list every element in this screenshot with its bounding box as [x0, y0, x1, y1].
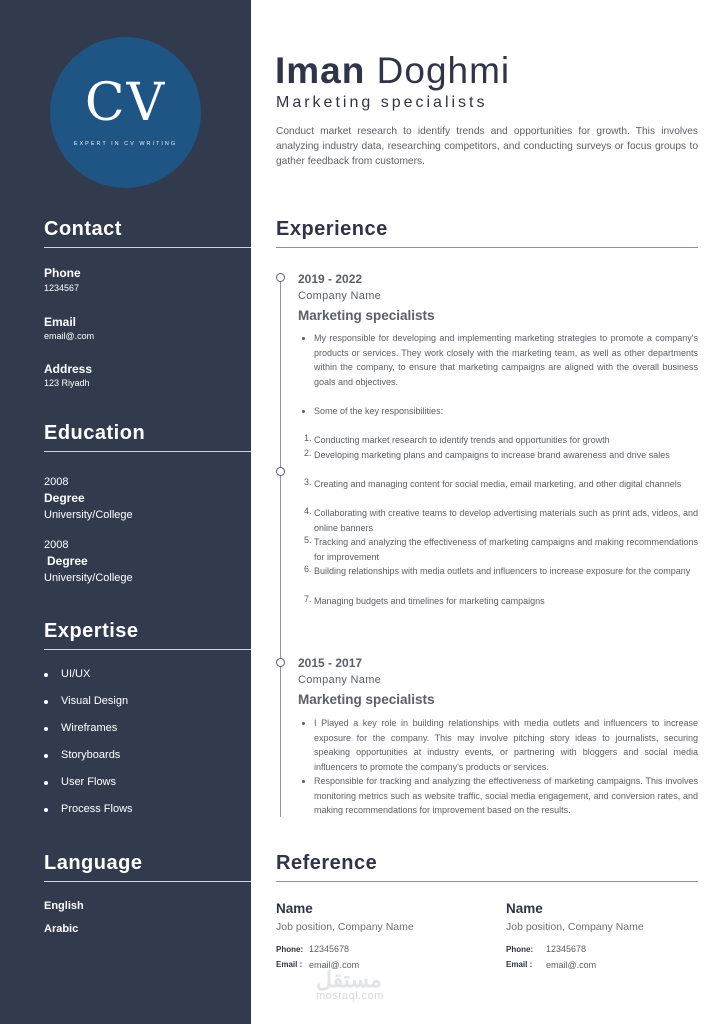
expertise-divider	[44, 649, 251, 650]
language-divider	[44, 881, 251, 882]
reference-email-label: Email :	[276, 960, 303, 969]
language-heading: Language	[44, 852, 143, 874]
email-label: Email	[44, 315, 77, 329]
bullet-dot	[302, 337, 305, 340]
job-title: Marketing specialists	[276, 94, 488, 111]
reference-divider	[276, 881, 698, 882]
reference-position: Job position, Company Name	[506, 921, 644, 933]
timeline-line	[280, 277, 281, 817]
list-number: 4.	[304, 506, 312, 516]
list-number: 2.	[304, 448, 312, 458]
full-name	[275, 50, 510, 92]
bullet-dot	[44, 808, 48, 812]
list-number: 1.	[304, 433, 312, 443]
sidebar: CV EXPERT IN CV WRITING Contact Phone 1234567 Email email@.com Address 123 Riyadh Education 2008 Degree University/College 2008 Degree University/College Expertise UI/UX Visual Design Wireframes Storyboards User Flows Process Flows Language English Arabic	[0, 0, 251, 1024]
list-number: 6.	[304, 564, 312, 574]
last-name: Doghmi	[376, 50, 511, 91]
bullet-dot	[44, 727, 48, 731]
expertise-heading: Expertise	[44, 620, 139, 642]
reference-phone: 12345678	[546, 944, 587, 954]
reference-phone: 12345678	[309, 944, 350, 954]
reference-phone-label: Phone:	[276, 945, 304, 954]
address-label: Address	[44, 362, 93, 376]
bullet-dot	[302, 780, 305, 783]
watermark-arabic: مستقل	[316, 967, 382, 992]
job-years: 2015 - 2017	[298, 656, 363, 670]
bullet-dot	[44, 781, 48, 785]
reference-email-label: Email :	[506, 960, 533, 969]
cv-logo	[50, 37, 201, 188]
job-company: Company Name	[298, 674, 382, 686]
timeline-dot	[276, 467, 285, 476]
contact-divider	[44, 247, 251, 248]
contact-heading: Contact	[44, 218, 122, 240]
reference-name: Name	[506, 901, 543, 916]
job-company: Company Name	[298, 290, 382, 302]
responsibility-item: Building relationships with media outlets and influencers to increase exposure for the company	[314, 566, 691, 576]
responsibilities-label: Some of the key responsibilities:	[314, 406, 444, 416]
watermark-latin: mostaql.com	[316, 990, 384, 1002]
responsibility-item: Managing budgets and timelines for marketing campaigns	[314, 596, 545, 606]
education-school: University/College	[44, 572, 133, 584]
timeline-dot	[276, 273, 285, 282]
address-value: 123 Riyadh	[44, 378, 90, 388]
experience-heading: Experience	[276, 218, 388, 240]
logo-tagline: EXPERT IN CV WRITING	[73, 141, 178, 147]
language-item: Arabic	[44, 923, 79, 935]
education-degree: Degree	[47, 554, 88, 568]
job-bullet-text: Responsible for tracking and analyzing the effectiveness of marketing campaigns. This involves monitoring metrics such as website traffic, social media engagement, and conversion rates, and making recommendations for improvement based on the results.	[314, 776, 698, 815]
education-year: 2008	[44, 476, 69, 488]
reference-name: Name	[276, 901, 313, 916]
responsibility-item: Tracking and analyzing the effectiveness of marketing campaigns and making recommendations for improvement	[314, 537, 698, 562]
education-year: 2008	[44, 539, 69, 551]
list-number: 5.	[304, 535, 312, 545]
list-number: 7.	[304, 594, 312, 604]
education-heading: Education	[44, 422, 146, 444]
job-bullet-text: I Played a key role in building relationships with media outlets and influencers to increase exposure for the company. This may involve pitching story ideas to journalists, securing speaking opportunities at industry events, or partnering with bloggers and social media influencers to promote the company's products or services.	[314, 718, 698, 772]
reference-position: Job position, Company Name	[276, 921, 414, 933]
phone-label: Phone	[44, 266, 81, 280]
job-description: My responsible for developing and implementing marketing strategies to promote a company's products or services. They work closely with the marketing team, as well as other departments within the company, to ensure that marketing campaigns are aligned with the overall business goals and objectives.	[314, 333, 698, 387]
first-name: Iman	[275, 50, 366, 91]
profile-summary: Conduct market research to identify trends and opportunities for growth. This involves analyzing industry data, researching competitors, and conducting surveys or focus groups to gather feedback from customers.	[276, 126, 698, 167]
phone-value: 1234567	[44, 283, 80, 293]
bullet-dot	[44, 754, 48, 758]
responsibility-item: Developing marketing plans and campaigns to increase brand awareness and drive sales	[314, 450, 670, 460]
reference-phone-label: Phone:	[506, 945, 534, 954]
bullet-dot	[302, 722, 305, 725]
responsibility-item: Collaborating with creative teams to develop advertising materials such as print ads, videos, and online banners	[314, 508, 698, 533]
responsibility-item: Conducting market research to identify trends and opportunities for growth	[314, 435, 610, 445]
timeline-dot	[276, 658, 285, 667]
education-degree: Degree	[44, 491, 85, 505]
education-divider	[44, 451, 251, 452]
experience-divider	[276, 247, 698, 248]
reference-email: email@.com	[309, 960, 360, 970]
bullet-dot	[302, 410, 305, 413]
job-years: 2019 - 2022	[298, 272, 363, 286]
email-value: email@.com	[44, 331, 95, 341]
responsibility-item: Creating and managing content for social media, email marketing, and other digital channels	[314, 479, 682, 489]
list-number: 3.	[304, 477, 312, 487]
reference-heading: Reference	[276, 852, 378, 874]
bullet-dot	[44, 673, 48, 677]
reference-email: email@.com	[546, 960, 597, 970]
job-role: Marketing specialists	[298, 308, 435, 323]
job-role: Marketing specialists	[298, 692, 435, 707]
language-item: English	[44, 900, 84, 912]
bullet-dot	[44, 700, 48, 704]
logo-mark: CV	[84, 73, 167, 133]
education-school: University/College	[44, 509, 133, 521]
